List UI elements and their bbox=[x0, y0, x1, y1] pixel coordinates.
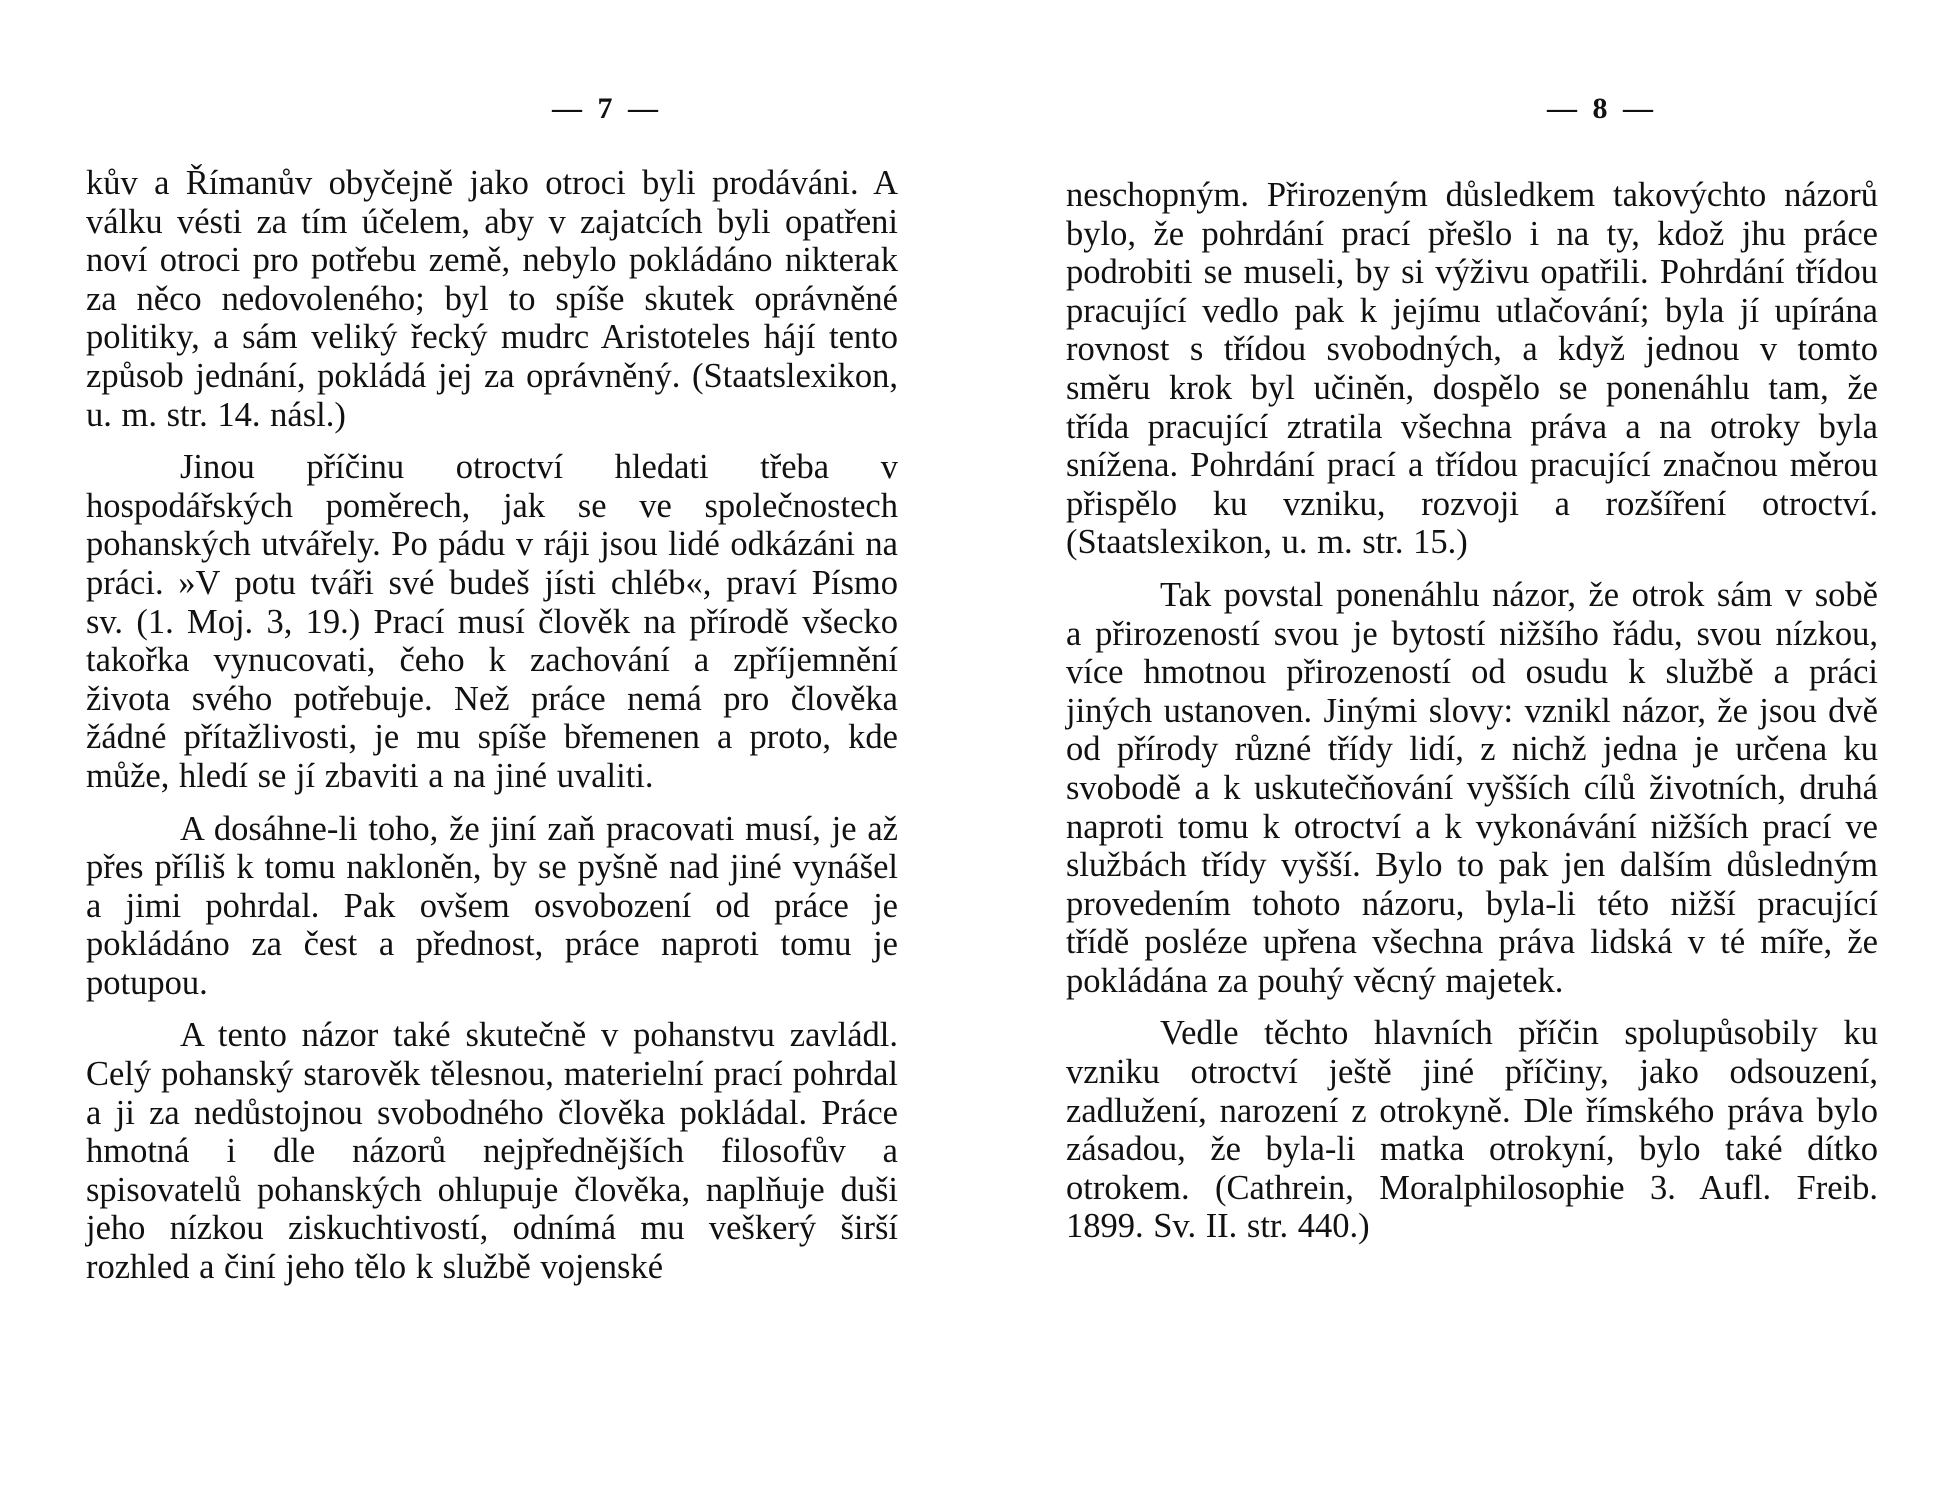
right-paragraph-1: neschopným. Přirozeným důsledkem takovýchto názorů bylo, že pohrdání prací přešlo i na ty, kdož jhu práce podrobiti se museli, by si výživu opatřili. Pohrdání třídou pracující vedlo pak k jejímu utlačování; byla jí upírána rovnost s třídou svobodných, a když jednou v tomto směru krok byl učiněn, dospělo se ponenáhlu tam, že třída pracující ztratila všechna práva a na otroky byla snížena. Pohrdání prací a třídou pracující značnou měrou přispělo ku vzniku, rozvoji a rozšíření otroctví. (Staatslexikon, u. m. str. 15.) bbox=[1066, 176, 1878, 562]
right-paragraph-2: Tak povstal ponenáhlu názor, že otrok sám v sobě a přirozeností svou je bytostí nižšího řádu, svou nízkou, více hmotnou přirozeností od osudu k službě a práci jiných ustanoven. Jinými slovy: vznikl názor, že jsou dvě od přírody různé třídy lidí, z nichž jedna je určena ku svobodě a k uskutečňování vyšších cílů životních, druhá naproti tomu k otroctví a k vykonávání nižších prací ve službách třídy vyšší. Bylo to pak jen dalším důsledným provedením tohoto názoru, byla-li této nižší pracující třídě posléze upřena všechna práva lidská v té míře, že pokládána za pouhý věcný majetek. bbox=[1066, 575, 1878, 1000]
left-paragraph-2: Jinou příčinu otroctví hledati třeba v hospodářských poměrech, jak se ve společnostech pohanských utvářely. Po pádu v ráji jsou lidé odkázáni na práci. »V potu tváři své budeš jísti chléb«, praví Písmo sv. (1. Moj. 3, 19.) Prací musí člověk na přírodě všecko takořka vynucovati, čeho k zachování a zpříjemnění života svého potřebuje. Než práce nemá pro člověka žádné přítažlivosti, je mu spíše břemenen a proto, kde může, hledí se jí zbaviti a na jiné uvaliti. bbox=[86, 448, 898, 795]
right-page-text bbox=[1066, 176, 1878, 1260]
left-page-text bbox=[86, 164, 898, 1301]
left-paragraph-4: A tento názor také skutečně v pohanstvu zavládl. Celý pohanský starověk tělesnou, materielní prací pohrdal a ji za nedůstojnou svobodného člověka pokládal. Práce hmotná i dle názorů nejpřednějších filosofův a spisovatelů pohanských ohlupuje člověka, naplňuje duši jeho nízkou ziskuchtivostí, odnímá mu veškerý širší rozhled a činí jeho tělo k službě vojenské bbox=[86, 1016, 898, 1287]
left-paragraph-3: A dosáhne-li toho, že jiní zaň pracovati musí, je až přes příliš k tomu nakloněn, by se pyšně nad jiné vynášel a jimi pohrdal. Pak ovšem osvobození od práce je pokládáno za čest a přednost, práce naproti tomu je potupou. bbox=[86, 809, 898, 1002]
right-paragraph-3: Vedle těchto hlavních příčin spolupůsobily ku vzniku otroctví ještě jiné příčiny, jako odsouzení, zadlužení, narození z otrokyně. Dle římského práva bylo zásadou, že byla-li matka otrokyní, bylo také dítko otrokem. (Cathrein, Moralphilosophie 3. Aufl. Freib. 1899. Sv. II. str. 440.) bbox=[1066, 1014, 1878, 1246]
right-page-number: — 8 — bbox=[1547, 92, 1657, 125]
left-paragraph-1: kův a Římanův obyčejně jako otroci byli prodáváni. A válku vésti za tím účelem, aby v zajatcích byli opatřeni noví otroci pro potřebu země, nebylo pokládáno nikterak za něco nedovoleného; byl to spíše skutek oprávněné politiky, a sám veliký řecký mudrc Aristoteles hájí tento způsob jednání, pokládá jej za oprávněný. (Staatslexikon, u. m. str. 14. násl.) bbox=[86, 164, 898, 434]
left-page-number: — 7 — bbox=[552, 92, 662, 125]
